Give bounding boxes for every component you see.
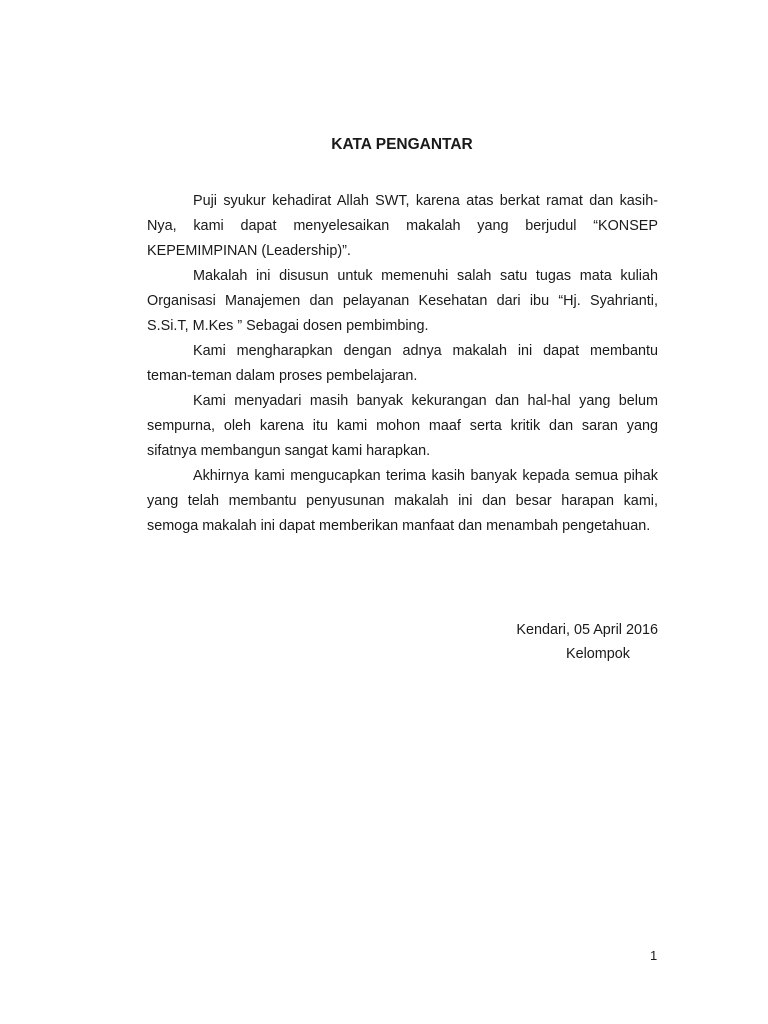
document-body [147, 189, 658, 539]
closing-author: Kelompok [566, 646, 630, 662]
paragraph-shortcomings: Kami menyadari masih banyak kekurangan dan hal-hal yang belum sempurna, oleh karena itu kami mohon maaf serta kritik dan saran yang sifatnya membangun sangat kami harapkan. [147, 393, 658, 459]
closing-place-date: Kendari, 05 April 2016 [516, 622, 658, 638]
paragraph-purpose: Makalah ini disusun untuk memenuhi salah satu tugas mata kuliah Organisasi Manajemen dan pelayanan Kesehatan dari ibu “Hj. Syahrianti, S.Si.T, M.Kes ” Sebagai dosen pembimbing. [147, 268, 658, 334]
page-title: KATA PENGANTAR [331, 136, 473, 153]
page-number: 1 [650, 948, 658, 963]
paragraph-hope: Kami mengharapkan dengan adnya makalah ini dapat membantu teman-teman dalam proses pembelajaran. [147, 343, 658, 384]
paragraph-gratitude: Puji syukur kehadirat Allah SWT, karena atas berkat ramat dan kasih-Nya, kami dapat menyelesaikan makalah yang berjudul “KONSEP KEPEMIMPINAN (Leadership)”. [147, 193, 658, 259]
paragraph-thanks: Akhirnya kami mengucapkan terima kasih banyak kepada semua pihak yang telah membantu penyusunan makalah ini dan besar harapan kami, semoga makalah ini dapat memberikan manfaat dan menambah pengetahuan. [147, 468, 658, 534]
